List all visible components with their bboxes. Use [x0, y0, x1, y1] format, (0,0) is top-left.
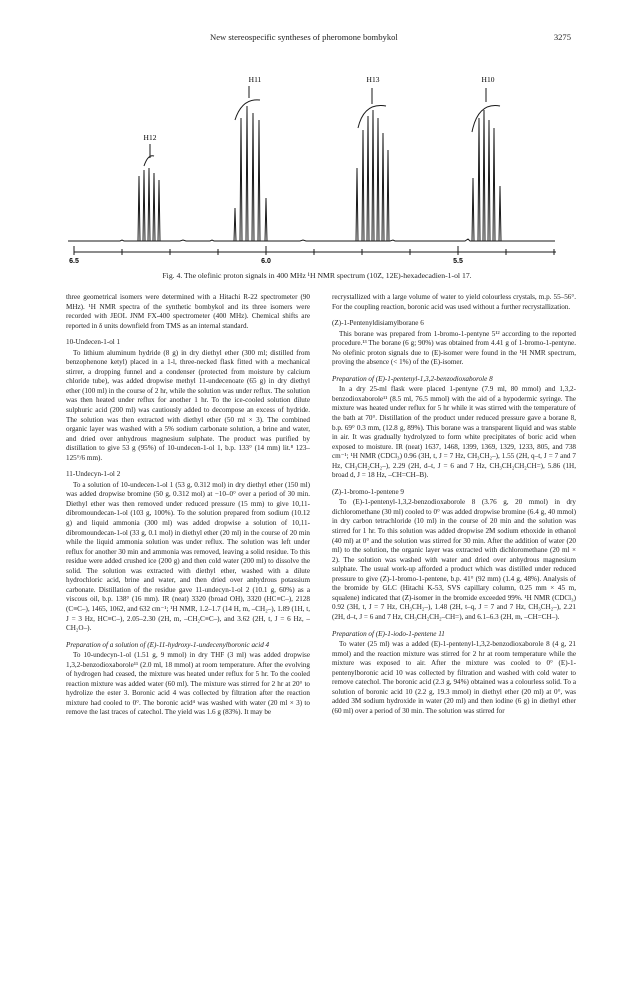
peak-h10	[472, 88, 501, 241]
section-heading: (Z)-1-bromo-1-pentene 9	[332, 487, 404, 496]
ppm-tick-65: 6.5	[69, 258, 79, 265]
body-paragraph: To a solution of 10-undecen-1-ol 1 (53 g, 0.312 mol) in dry diethyl ether (150 ml) was added dropwise bromine (50 g, 0.312 mol) at −10–0° over a period of 30 min. Diethyl ether was then removed under reduced pressure (15 mm) to give 10,11-dibromoundecan-1-ol (103 g, 100%). To the solution prepared from sodium (10.12 g) and liquid ammonia (300 ml) was added dropwise a solution of 10,11-dibromoundecan-1-ol (33 g, 0.1 mol) in diethyl ether (20 ml) in the course of 20 min while the liquid ammonia solution was under reflux. The solution was left under reflux for another 30 min and ammonia was removed, leaving a solid residue. To this residue were added crushed ice (200 g) and then cold water (200 ml) to dissolve the solid. The solution was extracted with diethyl ether, washed with a dilute hydrochloric acid, brine and water, and then dried over anhydrous potassium carbonate. Distillation of the residue gave 11-undecyn-1-ol 2 (10.1 g, 60%) as a viscous oil, b.p. 138° (16 mm). IR (neat) 3320 (broad OH), 3320 (HC≡C–), 2128 (C≡C–), 1465, 1062, and 632 cm⁻¹; ¹H NMR, 1.2–1.7 (14 H, m, –CH₂–), 1.89 (1H, t, J = 3 Hz, HC≡C–), 2.05–2.30 (2H, m, –CH₂C≡C–), and 3.62 (2H, t, J = 6 Hz, –CH₂O–).	[66, 480, 310, 633]
body-paragraph: recrystallized with a large volume of water to yield colourless crystals, m.p. 55–56°. For the coupling reaction, boronic acid was used without a further recrystallization.	[332, 293, 576, 311]
peak-h13	[356, 88, 389, 241]
peak-h12	[138, 144, 160, 241]
peak-h11	[234, 86, 267, 241]
section-heading: Preparation of a solution of (E)-11-hydroxy-1-undecenylboronic acid 4	[66, 640, 270, 649]
ppm-tick-55: 5.5	[453, 258, 463, 265]
nmr-spectrum-figure	[60, 58, 570, 290]
body-paragraph: To lithium aluminum hydride (8 g) in dry diethyl ether (300 ml; distilled from benzophenone ketyl) placed in a 1-l, three-necked flask fitted with a mechanical stirrer, a dropping funnel and a condenser (protected from moisture by calcium chloride tube), was added dropwise methyl 11-undecenoate (65 g) in dry diethyl ether (100 ml) in the course of 2 hr, while the solution was under reflux. The solution was then heated under reflux for another 1 hr. To the ice-cooled solution dilute sulphuric acid (200 ml) was cautiously added to decompose an excess of hydride. The solution was then extracted with diethyl ether (50 ml × 3). The combined organic layer was washed with a 5% sodium carbonate solution, a brine and water, and dried over anhydrous magnesium sulphate. The product was purified by distillation to give 53 g (95%) of 10-undecen-1-ol 1, b.p. 133° (14 mm) lit.⁸ 123–125°/6 mm).	[66, 348, 310, 462]
body-paragraph: three geometrical isomers were determined with a Hitachi R-22 spectrometer (90 MHz). ¹H NMR spectra of the synthetic bombykol and its three isomers were recorded with JEOL JNM FX-400 spectrometer (400 MHz). Chemical shifts are reported in δ units downfield from TMS as an internal standard.	[66, 293, 310, 330]
running-head	[0, 30, 624, 44]
peak-label-h13: H13	[366, 75, 380, 84]
left-text-column	[66, 293, 310, 718]
peak-label-h12: H12	[143, 133, 157, 142]
ppm-tick-60: 6.0	[261, 258, 271, 265]
body-paragraph: To water (25 ml) was a added (E)-1-pentenyl-1,3,2-benzodioxaborole 8 (4 g, 21 mmol) and the reaction mixture was stirred for 2 hr at room temperature while the mixture was exposed to air. After the mixture was cooled to 0° (E)-1-pentenylboronic acid 10 was collected by filtration and washed with cold water to remove catechol. The boronic acid (2.3 g, 94%) obtained was a colourless solid. To a solution of boronic acid 10 (2.2 g, 19.3 mmol) in diethyl ether (20 ml) at 0°, was added 3M sodium hydroxide in water (20 ml) and then iodine (6 g) in diethyl ether (60 ml) over a period of 30 min. The solution was stirred for	[332, 640, 576, 715]
running-title: New stereospecific syntheses of pheromone bombykol	[210, 32, 398, 42]
nmr-spectrum-svg	[60, 58, 570, 268]
figure-caption: Fig. 4. The olefinic proton signals in 400 MHz ¹H NMR spectrum (10Z, 12E)-hexadecadien-1-ol 17.	[162, 271, 472, 280]
right-text-column	[332, 293, 576, 716]
section-heading: Preparation of (E)-1-iodo-1-pentene 11	[332, 629, 445, 638]
section-heading: 11-Undecyn-1-ol 2	[66, 470, 121, 479]
peak-label-h10: H10	[481, 75, 495, 84]
body-paragraph: In a dry 25-ml flask were placed 1-pentyne (7.9 ml, 80 mmol) and 1,3,2-benzodioxaborole¹¹ (8.5 ml, 76.5 mmol) with the aid of a hypodermic syringe. The mixture was heated under reflux for 5 hr while it was stirred with the temperature of the bath at 70°. Distillation of the product under reduced pressure gave a borane 8, b.p. 69° 0.3 mm, (12.8 g, 89%). This borane was a transparent liquid and was stable in air. It was gradually hydrolyzed to form white precipitates of boric acid when exposed to moisture. IR (neat) 1637, 1468, 1399, 1369, 1329, 1233, 805, and 738 cm⁻¹; ¹H NMR (CDCl₃) 0.96 (3H, t, J = 7 Hz, CH₃CH₂–), 1.55 (2H, q–t, J = 7 and 7 Hz, CH₃CH₂CH₂–), 2.29 (2H, d–t, J = 6 and 7 Hz, CH₃CH₂CH₂CH=), 5.86 (1H, broad d, J = 18 Hz, –CH=CH–B).	[332, 385, 576, 480]
spectrum-baseline	[68, 239, 555, 241]
section-heading: Preparation of (E)-1-pentenyl-1,3,2-benzodioxaborole 8	[332, 374, 493, 383]
body-paragraph: To 10-undecyn-1-ol (1.51 g, 9 mmol) in dry THF (3 ml) was added dropwise 1,3,2-benzodioxaborole¹¹ (2.0 ml, 18 mmol) at room temperature. After the evolving of hydrogen had ceased, the mixture was heated under reflux for 5 hr. To the cooled reaction mixture was added water (60 ml). The mixture was stirred for 2 hr at 20° to hydrolize the ester 3. Boronic acid 4 was collected by filtration after the reaction mixture had cooled to 0°. The boronic acid⁴ was washed with water (20 ml × 3) to remove the last traces of catechol. The yield was 1.6 g (83%). It may be	[66, 651, 310, 717]
page-number: 3275	[553, 32, 571, 42]
section-heading: (Z)-1-Pentenyldisiamylborane 6	[332, 319, 424, 328]
peak-label-h11: H11	[248, 75, 262, 84]
section-heading: 10-Undecen-1-ol 1	[66, 338, 121, 347]
ppm-axis	[74, 246, 556, 255]
body-paragraph: To (E)-1-pentenyl-1,3,2-benzodioxaborole 8 (3.76 g, 20 mmol) in dry dichloromethane (30 ml) cooled to 0° was added dropwise bromine (6.4 g, 40 mmol) in dry carbon tetrachloride (10 ml) in the course of 20 min and the solution was stirred for 1 hr. To this solution was added dropwise 2M sodium ethoxide in ethanol (40 ml) at 0° and the solution was stirred for 30 min. After the addition of water (20 ml) to the solution, the organic layer was extracted with dichloromethane (20 ml × 2). The solution was washed with water and dried over anhydrous magnesium sulphate. The usual work-up afforded a product which was distilled under reduced pressure to give (Z)-1-bromo-1-pentene, b.p. 41° (92 mm) (1.4 g, 48%). Analysis of the bromide by GLC (Hitachi K-53, SVS capillary column, 0.25 mm × 45 m, squalene) indicated that (Z)-isomer in the bromide exceeded 99%. ¹H NMR (CDCl₃) 0.92 (3H, t, J = 7 Hz, CH₃CH₂–), 1.48 (2H, t–q, J = 7 and 7 Hz, CH₃CH₂–), 2.21 (2H, d–t, J = 6 and 7 Hz, CH₃CH₂CH₂–CH=), and 6.1–6.3 (2H, m, –CH=CH–).	[332, 498, 576, 621]
body-paragraph: This borane was prepared from 1-bromo-1-pentyne 5¹² according to the reported procedure.¹³ The borane (6 g; 90%) was obtained from 4.41 g of 1-bromo-1-pentyne. No olefinic proton signals due to (E)-isomer were found in the ¹H NMR spectrum, proving the absence (< 1%) of the (E)-isomer.	[332, 329, 576, 367]
